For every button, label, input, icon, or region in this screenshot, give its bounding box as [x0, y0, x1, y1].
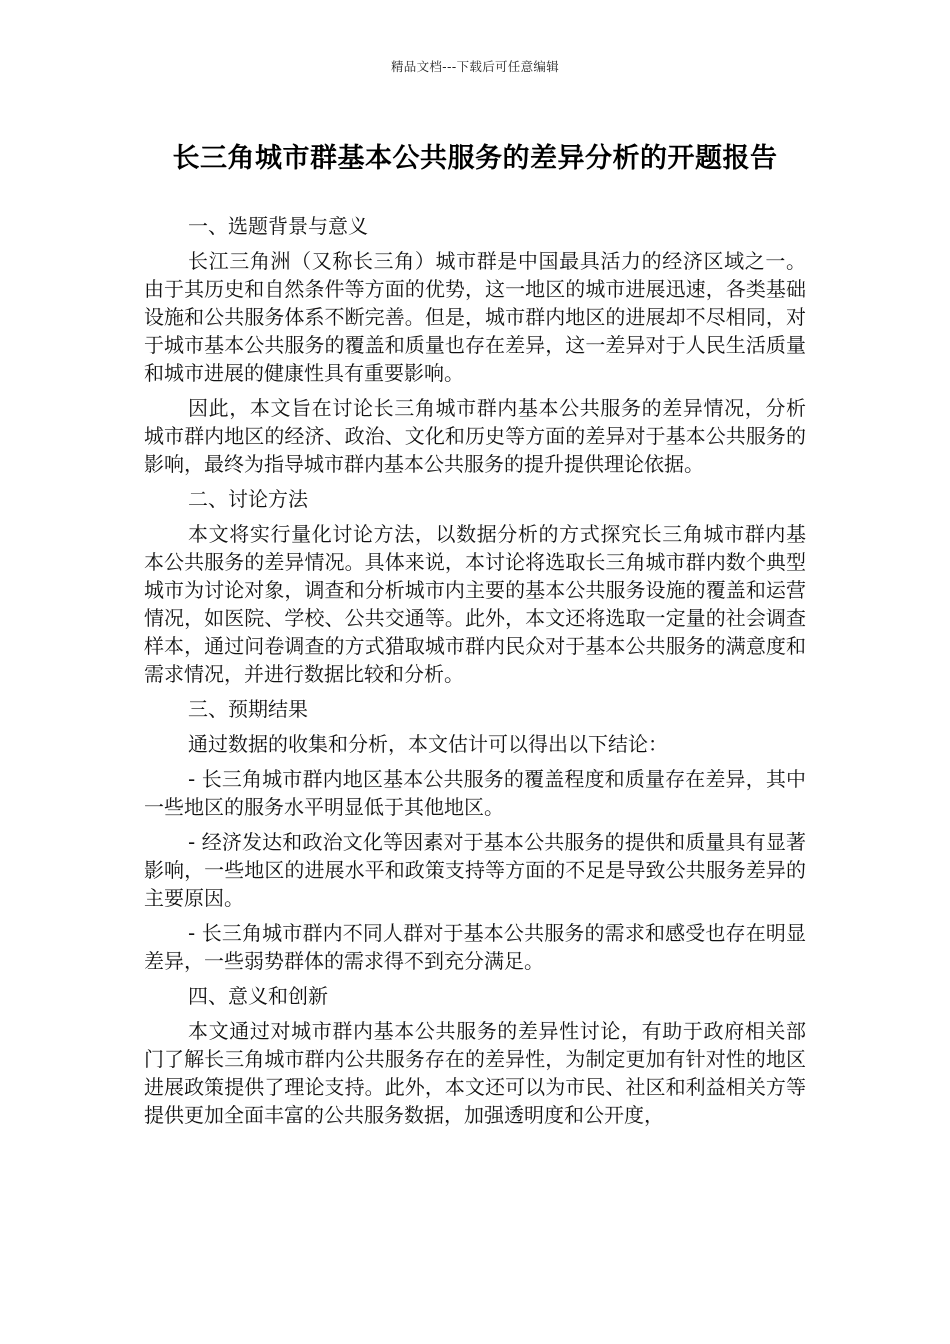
section-heading-method: 二、讨论方法 [188, 487, 308, 511]
paragraph-background-2: 因此，本文旨在讨论长三角城市群内基本公共服务的差异情况，分析城市群内地区的经济、政治、文化和历史等方面的差异对于基本公共服务的影响，最终为指导城市群内基本公共服务的提升提供理论依据。 [144, 396, 806, 476]
section-heading-results: 三、预期结果 [188, 697, 308, 721]
section-heading-significance: 四、意义和创新 [188, 984, 328, 1008]
document-body [144, 212, 806, 1136]
paragraph-results-intro: 通过数据的收集和分析，本文估计可以得出以下结论： [188, 732, 668, 756]
header-note: 精品文档---下载后可任意编辑 [390, 59, 560, 74]
paragraph-method: 本文将实行量化讨论方法，以数据分析的方式探究长三角城市群内基本公共服务的差异情况。具体来说，本讨论将选取长三角城市群内数个典型城市为讨论对象，调查和分析城市内主要的基本公共服务设施的覆盖和运营情况，如医院、学校、公共交通等。此外，本文还将选取一定量的社会调查样本，通过问卷调查的方式猎取城市群内民众对于基本公共服务的满意度和需求情况，并进行数据比较和分析。 [144, 522, 806, 686]
paragraph-background-1: 长江三角洲（又称长三角）城市群是中国最具活力的经济区域之一。由于其历史和自然条件等方面的优势，这一地区的城市进展迅速，各类基础设施和公共服务体系不断完善。但是，城市群内地区的进展却不尽相同，对于城市基本公共服务的覆盖和质量也存在差异，这一差异对于人民生活质量和城市进展的健康性具有重要影响。 [144, 249, 806, 385]
section-heading-background: 一、选题背景与意义 [188, 214, 368, 238]
list-item-result-2: - 经济发达和政治文化等因素对于基本公共服务的提供和质量具有显著影响，一些地区的进展水平和政策支持等方面的不足是导致公共服务差异的主要原因。 [144, 830, 806, 910]
document-title: 长三角城市群基本公共服务的差异分析的开题报告 [172, 143, 778, 174]
list-item-result-3: - 长三角城市群内不同人群对于基本公共服务的需求和感受也存在明显差异，一些弱势群体的需求得不到充分满足。 [144, 921, 806, 973]
list-item-result-1: - 长三角城市群内地区基本公共服务的覆盖程度和质量存在差异，其中一些地区的服务水平明显低于其他地区。 [144, 767, 806, 819]
paragraph-significance: 本文通过对城市群内基本公共服务的差异性讨论，有助于政府相关部门了解长三角城市群内公共服务存在的差异性，为制定更加有针对性的地区进展政策提供了理论支持。此外，本文还可以为市民、社区和利益相关方等提供更加全面丰富的公共服务数据，加强透明度和公开度， [144, 1019, 806, 1127]
